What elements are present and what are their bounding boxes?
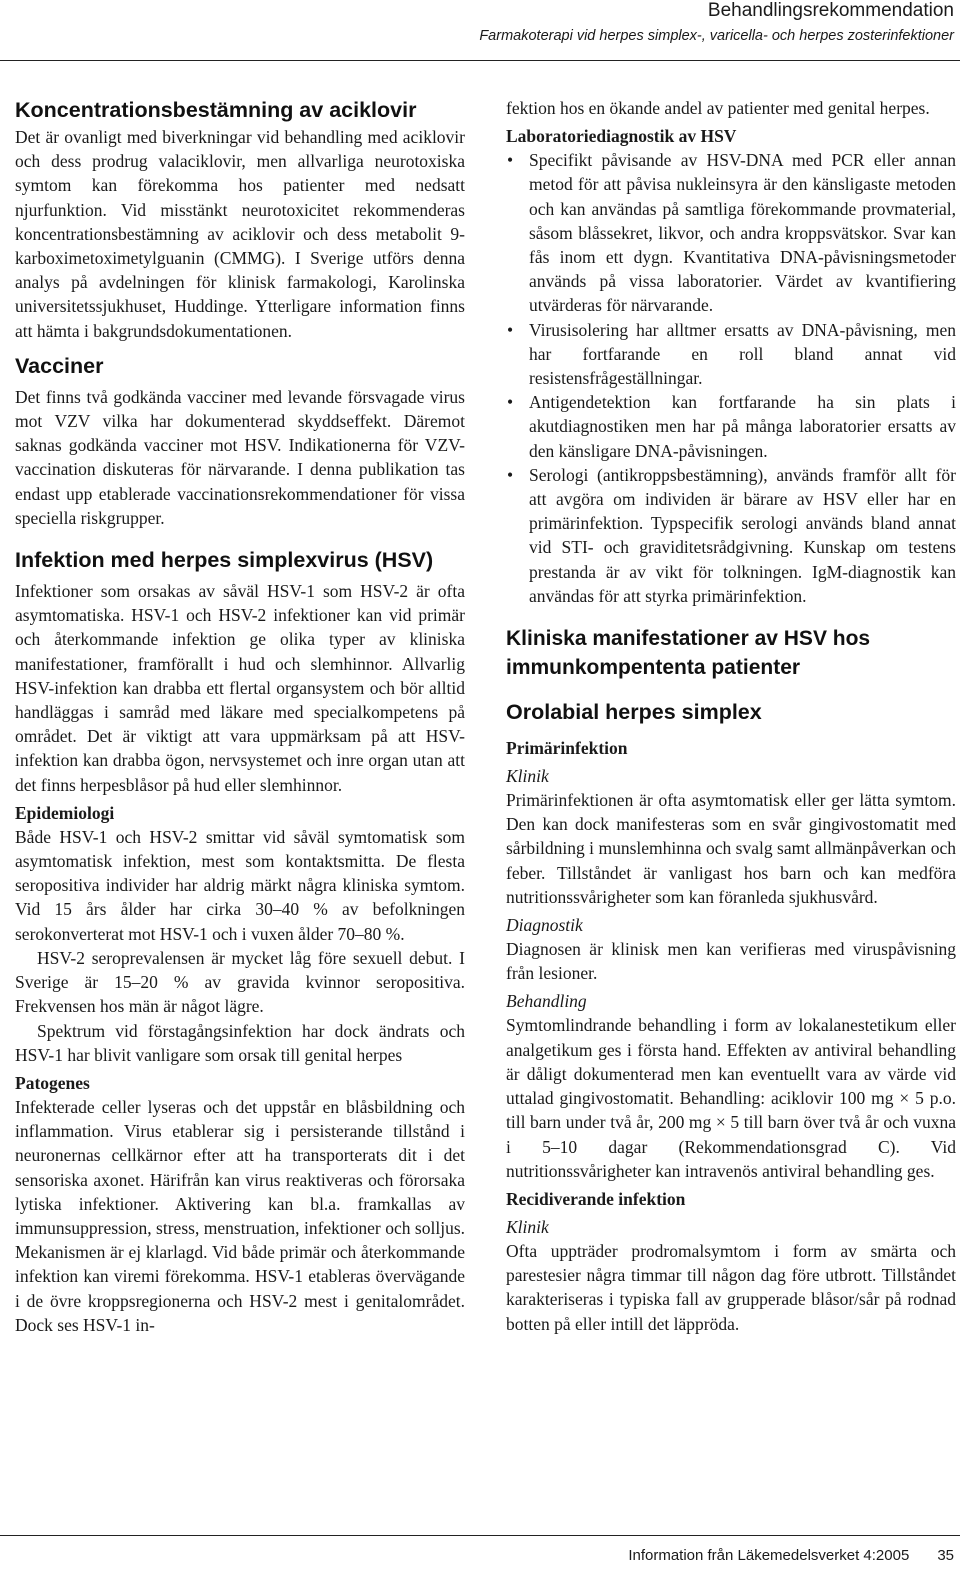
heading-patogenes: Patogenes — [15, 1072, 90, 1093]
page-number: 35 — [937, 1547, 954, 1564]
list-item: • Serologi (antikroppsbestämning), används framför allt för att avgöra om individen är bärare av HSV eller har en primärinfektion. Typspecifik serologi används bland annat vid STI- och graviditetsrådgivning. Kunskap om testens prestanda är av vikt för tolkningen. IgM-diagnostik kan användas för att styrka primärinfektion. — [506, 463, 956, 608]
heading-kliniska-manifestationer: Kliniska manifestationer av HSV hos immunkompententa patienter — [506, 627, 871, 680]
heading-laboratoriediagnostik: Laboratoriediagnostik av HSV — [506, 126, 737, 147]
right-column — [506, 96, 956, 1336]
paragraph-klinik-recidiv: Ofta uppträder prodromalsymtom i form av smärta och parestesier några timmar till någon dag före utbrott. Tillståndet karakteriseras i typiska fall av grupperade blåsor/sår på rodnad botten på eller intill det läppröda. — [506, 1240, 956, 1334]
paragraph-behandling: Symtomlindrande behandling i form av lokalanestetikum eller analgetikum ges i första hand. Effekten av antiviral behandling är dåligt dokumenterad men kan eventuellt vara av värde vid uttalad gingivostomatit. Behandling: aciklovir 100 mg × 5 p.o. till barn under två år, 200 mg × 5 till barn över två år och vuxna i 5–10 dagar (Rekommendationsgrad C). Vid nutritionssvårigheter kan intravenös antiviral behandling ges. — [506, 1015, 956, 1181]
paragraph-continued: fektion hos en ökande andel av patienter med genital herpes. — [506, 98, 930, 118]
paragraph-koncentrationsbestamning: Det är ovanligt med biverkningar vid behandling med aciklovir och dess prodrug valaciklovir, men allvarliga neurotoxiska symtom kan förekomma hos patienter med nedsatt njurfunktion. Vid misstänkt neurotoxicitet rekommenderas koncentrationsbestämning av aciklovir och dess metabolit 9-karboximetoximetylguanin (CMMG). I Sverige utförs denna analys på avdelningen för klinisk farmakologi, Karolinska universitetssjukhuset, Huddinge. Ytterligare information finns att hämta i bakgrundsdokumentationen. — [15, 127, 465, 341]
heading-vacciner: Vacciner — [15, 353, 104, 378]
list-item: • Specifikt påvisande av HSV-DNA med PCR eller annan metod för att påvisa nukleinsyra är den känsligaste metoden och kan användas på samtliga förekommande provmaterial, såsom blåssekret, likvor, och andra kroppsvätskor. Svar kan fås inom ett dygn. Kvantitativa DNA-påvisningsmetoder används på vissa laboratorier. Värdet av kvantifiering utvärderas för närvarande. — [506, 148, 956, 317]
left-column — [15, 96, 465, 1337]
paragraph-epidemiologi-1: Både HSV-1 och HSV-2 smittar vid såväl symtomatisk som asymtomatisk infektion, mest som kontaktsmitta. De flesta seropositiva individer har aldrig märkt några kliniska symtom. Vid 15 års ålder har cirka 30–40 % av befolkningen serokonverterat mot HSV-1 och i vuxen ålder 70–80 %. — [15, 826, 465, 944]
page-header — [479, 0, 954, 45]
paragraph-patogenes: Infekterade celler lyseras och det uppstår en blåsbildning och inflammation. Virus etablerar sig i persisterande tillstånd i neuronernas cellkärnor efter att ha transporterats dit i det sensoriska axonet. Härifrån kan virus reaktiveras och förorsaka lytiska infektioner. Aktivering kan bl.a. framkallas av immunsuppression, stress, menstruation, infektioner och solljus. Mekanismen är ej klarlagd. Vid både primär och återkommande infektion kan viremi förekomma. HSV-1 etableras övervägande i de övre kroppsregionerna och HSV-2 mest i genitalområdet. Dock ses HSV-1 in- — [15, 1096, 465, 1335]
paragraph-diagnostik: Diagnosen är klinisk men kan verifieras med viruspåvisning från lesioner. — [506, 939, 956, 984]
lab-diagnostics-list — [506, 148, 956, 608]
subheading-klinik: Klinik — [506, 766, 549, 787]
list-item: • Antigendetektion kan fortfarande ha sin plats i akutdiagnostiken men har på många laboratorier ersatts av den känsligare DNA-påvisningen. — [506, 390, 956, 463]
paragraph-hsv-infektion: Infektioner som orsakas av såväl HSV-1 som HSV-2 är ofta asymtomatiska. HSV-1 och HSV-2 infektioner kan vid primär och återkommande infektion ge olika typer av kliniska manifestationer, framförallt i hud och slemhinnor. Allvarlig HSV-infektion kan drabba ett flertal organsystem och bör alltid handläggas i samråd med läkare med specialkompetens på området. Det är viktigt att vara uppmärksam på att HSV-infektion kan drabba ögon, nervsystemet och inre organ utan att det finns herpesblåsor på hud eller slemhinnor. — [15, 581, 465, 795]
heading-epidemiologi: Epidemiologi — [15, 802, 115, 823]
header-title: Behandlingsrekommendation — [707, 0, 954, 21]
header-subtitle: Farmakoterapi vid herpes simplex-, varicella- och herpes zosterinfektioner — [479, 28, 954, 44]
page-footer — [628, 1547, 954, 1564]
paragraph-klinik-primar: Primärinfektionen är ofta asymtomatisk eller ger lätta symtom. Den kan dock manifesteras som en svår gingivostomatit med sårbildning i munslemhinna och svalg samt allmänpåverkan och feber. Tillståndet är vanligast hos barn och kan medföra nutritionssvårigheter som kan föranleda sjukhusvård. — [506, 790, 956, 907]
header-rule — [0, 60, 960, 61]
heading-koncentrationsbestamning: Koncentrationsbestämning av aciklovir — [15, 98, 417, 122]
paragraph-vacciner: Det finns två godkända vacciner med levande försvagade virus mot VZV vilka har dokumenterad skyddseffekt. Däremot saknas godkända vacciner mot HSV. Indikationerna för VZV-vaccination diskuteras för närvarande. I denna publikation tas endast upp etablerade vaccinationsrekommendationer för vissa speciella riskgrupper. — [15, 386, 465, 528]
paragraph-epidemiologi-3: Spektrum vid förstagångsinfektion har dock ändrats och HSV-1 har blivit vanligare som orsak till genital herpes — [15, 1020, 465, 1065]
footer-rule — [0, 1535, 960, 1536]
footer-source: Information från Läkemedelsverket 4:2005 — [628, 1547, 910, 1564]
subheading-diagnostik: Diagnostik — [506, 915, 583, 936]
heading-orolabial-herpes: Orolabial herpes simplex — [506, 700, 762, 725]
list-item: • Virusisolering har alltmer ersatts av DNA-påvisning, men har fortfarande en roll bland annat vid resistensfrågeställningar. — [506, 318, 956, 391]
heading-primarinfektion: Primärinfektion — [506, 738, 628, 759]
subheading-behandling: Behandling — [506, 991, 587, 1012]
heading-hsv-infektion: Infektion med herpes simplexvirus (HSV) — [15, 548, 434, 573]
paragraph-epidemiologi-2: HSV-2 seroprevalensen är mycket låg före sexuell debut. I Sverige är 15–20 % av gravida kvinnor seropositiva. Frekvensen hos män är något lägre. — [15, 947, 465, 1017]
heading-recidiverande-infektion: Recidiverande infektion — [506, 1188, 686, 1209]
subheading-klinik-recidiv: Klinik — [506, 1216, 549, 1237]
